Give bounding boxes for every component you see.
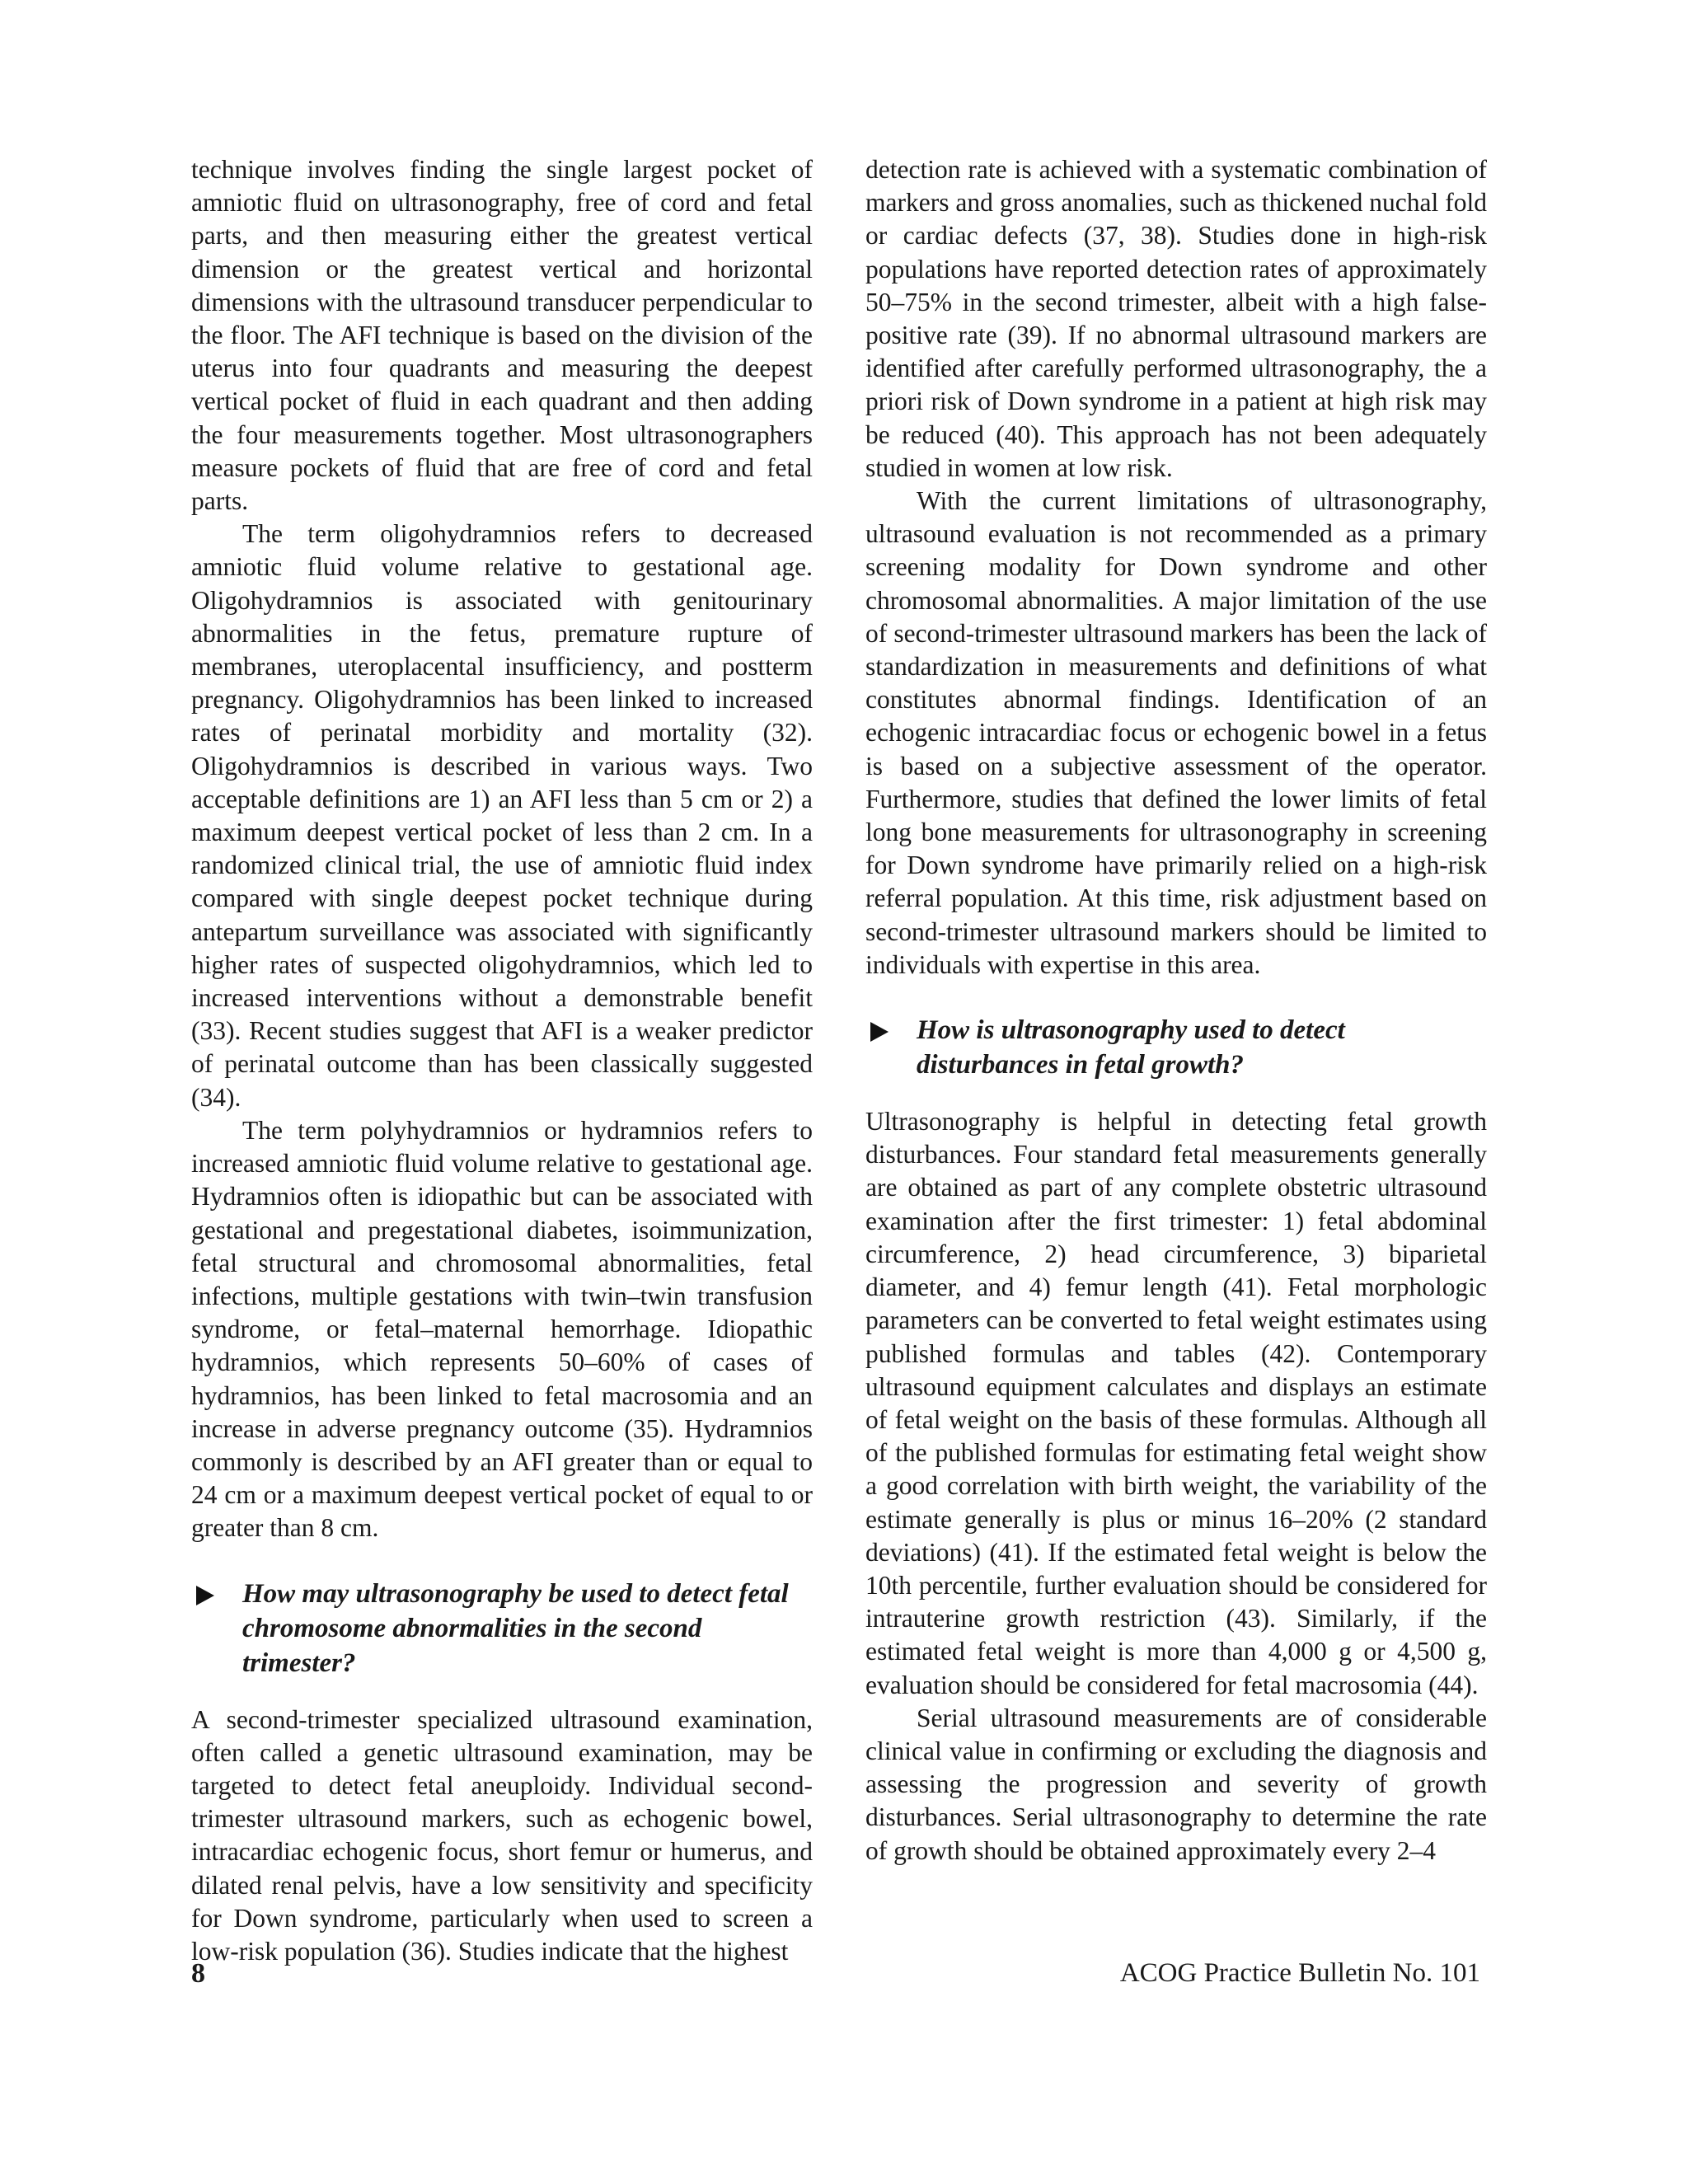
section-heading-text: How is ultrasonography used to detect disturbances in fetal growth? <box>917 1015 1345 1080</box>
paragraph-genetic-ultrasound: A second-trimester specialized ultrasound examination, often called a genetic ultrasound examination, may be targeted to detect fetal aneuploidy. Individual second-trimester ultrasound markers, such as echogenic bowel, intracardiac echogenic focus, short femur or humerus, and dilated renal pelvis, have a low sensitivity and specificity for Down syndrome, particularly when used to screen a low-risk population (36). Studies indicate that the highest <box>191 1704 813 1966</box>
triangle-bullet-icon <box>196 1586 214 1605</box>
publication-title: ACOG Practice Bulletin No. 101 <box>1119 1958 1480 1988</box>
paragraph-detection-rate: detection rate is achieved with a systematic combination of markers and gross anomalies, such as thickened nuchal fold or cardiac defects (37, 38). Studies done in high-risk populations have reported detection rates of approximately 50–75% in the second trimester, albeit with a high false-positive rate (39). If no abnormal ultrasound markers are identified after carefully performed ultrasonography, the a priori risk of Down syndrome in a patient at high risk may be reduced (40). This approach has not been adequately studied in women at low risk. <box>865 155 1487 482</box>
section-heading-fetal-growth <box>865 1013 1487 1082</box>
paragraph-limitations: With the current limitations of ultrasonography, ultrasound evaluation is not recommended as a primary screening modality for Down syndrome and other chromosomal abnormalities. A major limitation of the use of second-trimester ultrasound markers has been the lack of standardization in measurements and definitions of what constitutes abnormal findings. Identification of an echogenic intracardiac focus or echogenic bowel in a fetus is based on a subjective assessment of the operator. Furthermore, studies that defined the lower limits of fetal long bone measurements for ultrasonography in screening for Down syndrome have primarily relied on a high-risk referral population. At this time, risk adjustment based on second-trimester ultrasound markers should be limited to individuals with expertise in this area. <box>865 486 1487 979</box>
section-heading-text: How may ultrasonography be used to detect fetal chromosome abnormalities in the second trimester? <box>242 1578 789 1678</box>
triangle-bullet-icon <box>870 1022 889 1042</box>
paragraph-growth-disturbances: Ultrasonography is helpful in detecting fetal growth disturbances. Four standard fetal measurements generally are obtained as part of any complete obstetric ultrasound examination after the first trimester: 1) fetal abdominal circumference, 2) head circumference, 3) biparietal diameter, and 4) femur length (41). Fetal morphologic parameters can be converted to fetal weight estimates using published formulas and tables (42). Contemporary ultrasound equipment calculates and displays an estimate of fetal weight on the basis of these formulas. Although all of the published formulas for estimating fetal weight show a good correlation with birth weight, the variability of the estimate generally is plus or minus 16–20% (2 standard deviations) (41). If the estimated fetal weight is below the 10th percentile, further evaluation should be considered for intrauterine growth restriction (43). Similarly, if the estimated fetal weight is more than 4,000 g or 4,500 g, evaluation should be considered for fetal macrosomia (44). <box>865 1107 1487 1699</box>
section-heading-chromosome-abnormalities <box>191 1577 813 1680</box>
paragraph-afi-technique: technique involves finding the single largest pocket of amniotic fluid on ultrasonography, free of cord and fetal parts, and then measuring either the greatest vertical dimension or the greatest vertical and horizontal dimensions with the ultrasound transducer perpendicular to the floor. The AFI technique is based on the division of the uterus into four quadrants and measuring the deepest vertical pocket of fluid in each quadrant and then adding the four measurements together. Most ultrasonographers measure pockets of fluid that are free of cord and fetal parts. <box>191 155 813 516</box>
left-column <box>191 153 813 1968</box>
paragraph-oligohydramnios: The term oligohydramnios refers to decreased amniotic fluid volume relative to gestational age. Oligohydramnios is associated with genitourinary abnormalities in the fetus, premature rupture of membranes, uteroplacental insufficiency, and postterm pregnancy. Oligohydramnios has been linked to increased rates of perinatal morbidity and mortality (32). Oligohydramnios is described in various ways. Two acceptable definitions are 1) an AFI less than 5 cm or 2) a maximum deepest vertical pocket of less than 2 cm. In a randomized clinical trial, the use of amniotic fluid index compared with single deepest pocket technique during antepartum surveillance was associated with significantly higher rates of suspected oligohydramnios, which led to increased interventions without a demonstrable benefit (33). Recent studies suggest that AFI is a weaker predictor of perinatal outcome than has been classically suggested (34). <box>191 519 813 1112</box>
page-number: 8 <box>191 1958 205 1989</box>
right-column <box>865 153 1487 1868</box>
paragraph-serial-measurements: Serial ultrasound measurements are of considerable clinical value in confirming or excluding the diagnosis and assessing the progression and severity of growth disturbances. Serial ultrasonography to determine the rate of growth should be obtained approximately every 2–4 <box>865 1703 1487 1865</box>
paragraph-polyhydramnios: The term polyhydramnios or hydramnios refers to increased amniotic fluid volume relative to gestational age. Hydramnios often is idiopathic but can be associated with gestational and pregestational diabetes, isoimmunization, fetal structural and chromosomal abnormalities, fetal infections, multiple gestations with twin–twin transfusion syndrome, or fetal–maternal hemorrhage. Idiopathic hydramnios, which represents 50–60% of cases of hydramnios, has been linked to fetal macrosomia and an increase in adverse pregnancy outcome (35). Hydramnios commonly is described by an AFI greater than or equal to 24 cm or a maximum deepest vertical pocket of equal to or greater than 8 cm. <box>191 1115 813 1543</box>
